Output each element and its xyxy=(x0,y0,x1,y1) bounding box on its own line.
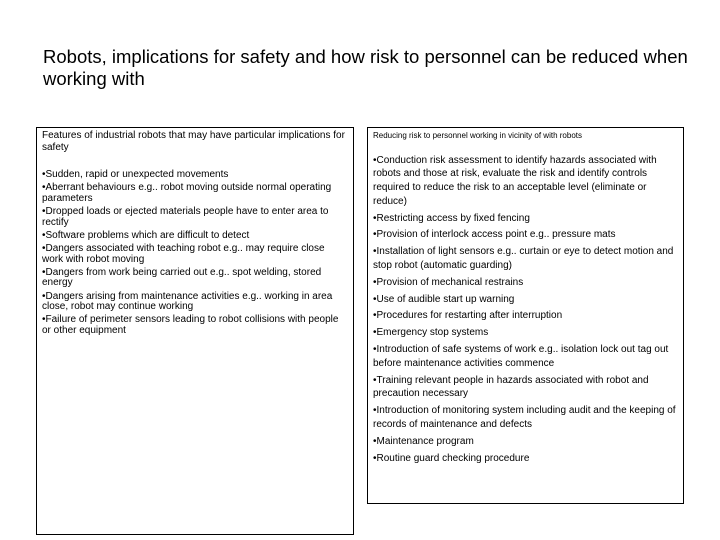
page-title: Robots, implications for safety and how risk to personnel can be reduced when working with xyxy=(43,46,688,89)
risk-reduction-list xyxy=(373,141,678,466)
list-item: •Dangers from work being carried out e.g.. spot welding, stored energy xyxy=(42,266,322,289)
list-item: •Sudden, rapid or unexpected movements xyxy=(42,169,229,180)
list-item: •Use of audible start up warning xyxy=(373,293,515,305)
list-item: •Restricting access by fixed fencing xyxy=(373,212,530,224)
list-item: •Provision of interlock access point e.g.. pressure mats xyxy=(373,229,616,241)
list-item: •Failure of perimeter sensors leading to robot collisions with people or other equipment xyxy=(42,314,339,336)
list-item: •Introduction of monitoring system including audit and the keeping of records of maintenance and defects xyxy=(373,405,676,431)
list-item: •Installation of light sensors e.g.. curtain or eye to detect motion and stop robot (automatic guarding) xyxy=(373,246,674,272)
list-item: •Aberrant behaviours e.g.. robot moving outside normal operating parameters xyxy=(42,182,332,204)
list-item: •Dangers arising from maintenance activities e.g.. working in area close, robot may continue working xyxy=(42,290,333,313)
list-item: •Conduction risk assessment to identify hazards associated with robots and those at risk, evaluate the risk and identify controls required to reduce the risk to an acceptable level (eliminate or reduce) xyxy=(373,154,657,207)
safety-features-heading: Features of industrial robots that may have particular implications for safety xyxy=(42,130,345,153)
list-item: •Provision of mechanical restrains xyxy=(373,276,524,288)
list-item: •Dropped loads or ejected materials people have to enter area to rectify xyxy=(42,205,329,228)
list-item: •Training relevant people in hazards associated with robot and precaution necessary xyxy=(373,374,649,400)
list-item: •Procedures for restarting after interruption xyxy=(373,310,563,322)
list-item: •Introduction of safe systems of work e.g.. isolation lock out tag out before maintenance activities commence xyxy=(373,344,669,369)
risk-reduction-panel xyxy=(367,127,684,504)
safety-features-panel xyxy=(36,127,354,535)
list-item: •Maintenance program xyxy=(373,435,474,447)
list-item: •Software problems which are difficult to detect xyxy=(42,229,250,241)
list-item: •Emergency stop systems xyxy=(373,327,489,339)
safety-features-list xyxy=(42,153,348,336)
list-item: •Routine guard checking procedure xyxy=(373,452,530,464)
risk-reduction-heading: Reducing risk to personnel working in vicinity of with robots xyxy=(373,131,582,140)
list-item: •Dangers associated with teaching robot e.g.. may require close work with robot moving xyxy=(42,242,325,265)
